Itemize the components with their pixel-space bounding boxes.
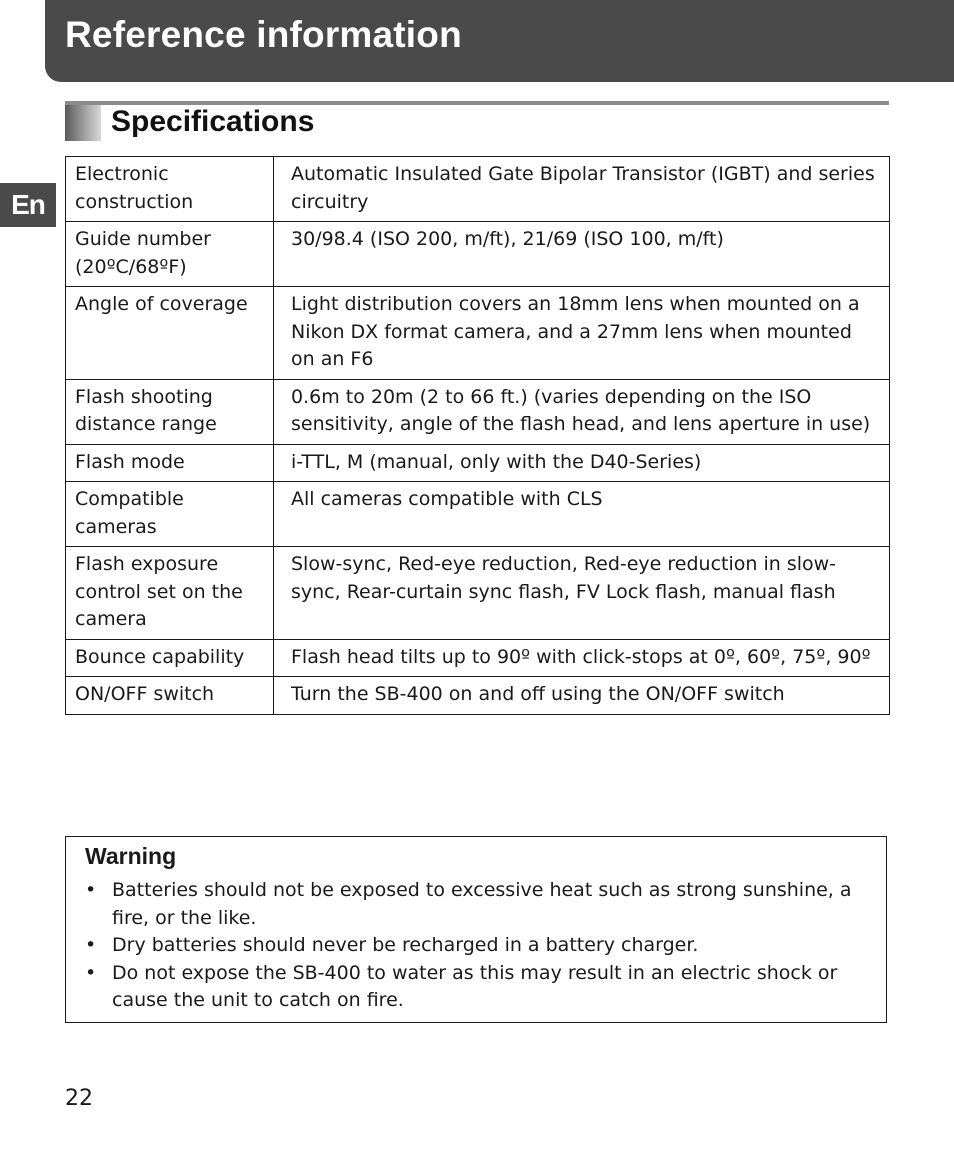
bullet-icon: • bbox=[85, 934, 97, 956]
spec-value: All cameras compatible with CLS bbox=[274, 482, 890, 547]
list-item bbox=[85, 877, 865, 932]
spec-label: Electronic construction bbox=[66, 157, 274, 222]
table-row bbox=[66, 639, 890, 677]
spec-value: 30/98.4 (ISO 200, m/ft), 21/69 (ISO 100, m/ft) bbox=[274, 222, 890, 287]
spec-label: Angle of coverage bbox=[66, 287, 274, 380]
warning-item-text: Dry batteries should never be recharged in a battery charger. bbox=[112, 934, 699, 956]
language-tab: En bbox=[0, 183, 56, 227]
spec-label: ON/OFF switch bbox=[66, 677, 274, 715]
specifications-table bbox=[65, 156, 890, 715]
spec-value: 0.6m to 20m (2 to 66 ft.) (varies depending on the ISO sensitivity, angle of the flash head, and lens aperture in use) bbox=[274, 379, 890, 444]
list-item bbox=[85, 960, 865, 1015]
spec-label: Flash mode bbox=[66, 444, 274, 482]
spec-value: Turn the SB-400 on and off using the ON/OFF switch bbox=[274, 677, 890, 715]
warning-item-text: Batteries should not be exposed to excessive heat such as strong sunshine, a fire, or the like. bbox=[112, 879, 852, 929]
table-row bbox=[66, 547, 890, 640]
table-row bbox=[66, 157, 890, 222]
table-row bbox=[66, 222, 890, 287]
bullet-icon: • bbox=[85, 961, 97, 984]
section-marker-icon bbox=[65, 105, 101, 141]
spec-label: Flash exposure control set on the camera bbox=[66, 547, 274, 640]
spec-value: Light distribution covers an 18mm lens when mounted on a Nikon DX format camera, and a 27mm lens when mounted on an F6 bbox=[274, 287, 890, 380]
table-row bbox=[66, 444, 890, 482]
spec-label: Bounce capability bbox=[66, 639, 274, 677]
warning-list bbox=[85, 877, 865, 1015]
spec-label: Guide number (20ºC/68ºF) bbox=[66, 222, 274, 287]
table-row bbox=[66, 287, 890, 380]
spec-value: Slow-sync, Red-eye reduction, Red-eye reduction in slow-sync, Rear-curtain sync flash, FV Lock flash, manual flash bbox=[274, 547, 890, 640]
section-title: Specifications bbox=[111, 105, 315, 138]
spec-value: Flash head tilts up to 90º with click-stops at 0º, 60º, 75º, 90º bbox=[274, 639, 890, 677]
list-item bbox=[85, 932, 865, 960]
warning-box bbox=[65, 836, 887, 1023]
table-row bbox=[66, 677, 890, 715]
spec-label: Compatible cameras bbox=[66, 482, 274, 547]
warning-title: Warning bbox=[85, 843, 177, 869]
page-title: Reference information bbox=[65, 14, 462, 55]
warning-item-text: Do not expose the SB-400 to water as this may result in an electric shock or cause the unit to catch on fire. bbox=[112, 961, 838, 1011]
table-row bbox=[66, 482, 890, 547]
spec-value: i-TTL, M (manual, only with the D40-Series) bbox=[274, 444, 890, 482]
spec-label: Flash shooting distance range bbox=[66, 379, 274, 444]
spec-value: Automatic Insulated Gate Bipolar Transistor (IGBT) and series circuitry bbox=[274, 157, 890, 222]
bullet-icon: • bbox=[85, 879, 97, 901]
page-number: 22 bbox=[65, 1086, 93, 1111]
table-row bbox=[66, 379, 890, 444]
